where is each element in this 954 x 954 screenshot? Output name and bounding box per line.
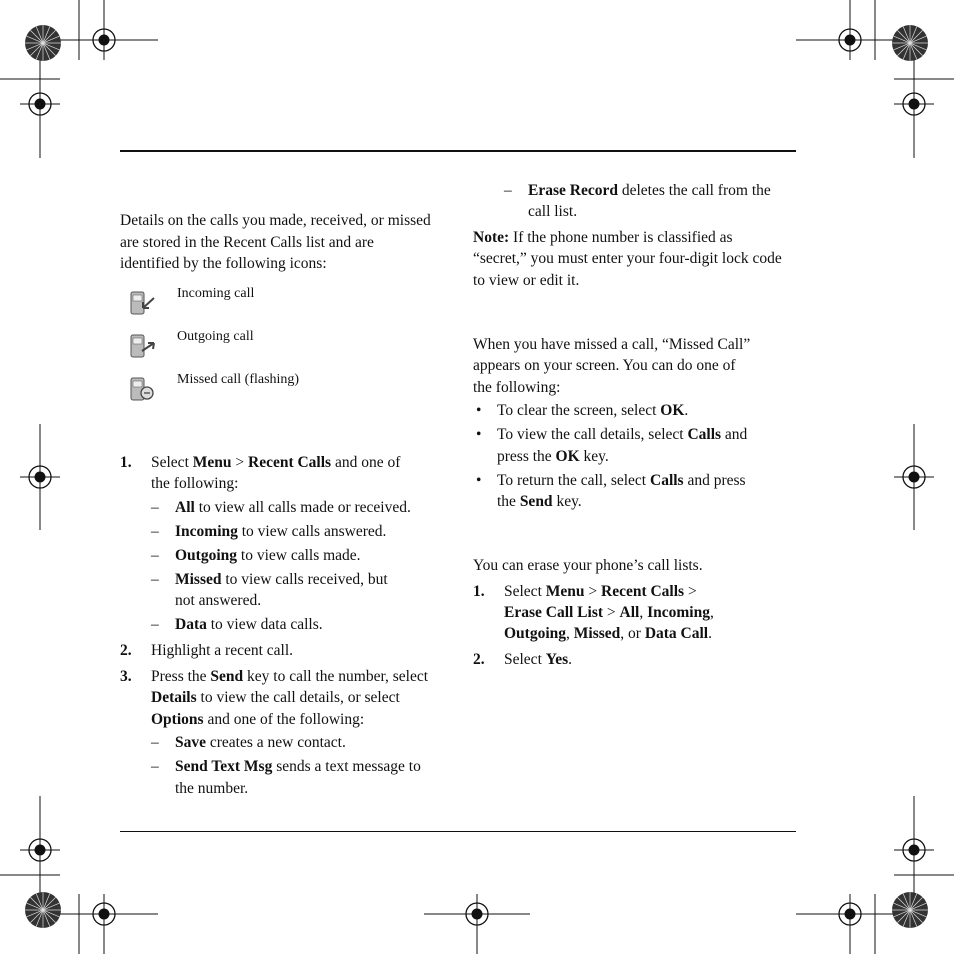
intro-line-1: Details on the calls you made, received, or missed [120, 212, 431, 229]
missed-call-icon [128, 374, 158, 404]
missed-call-label: Missed call (flashing) [177, 372, 300, 387]
intro-line-2: are stored in the Recent Calls list and are [120, 233, 374, 251]
icon-row-missed [128, 374, 408, 408]
incoming-call-label: Incoming call [177, 286, 255, 301]
footer-rule [120, 831, 796, 832]
step-3-number: 3. [120, 668, 132, 685]
option-erase-record: Erase Record deletes the call from the [528, 182, 771, 199]
option-all: All to view all calls made or received. [175, 499, 411, 516]
icon-row-incoming [128, 288, 408, 322]
step-2-number: 2. [120, 642, 132, 659]
option-send-text-msg: Send Text Msg sends a text message to [175, 758, 421, 775]
dash: – [151, 734, 159, 751]
option-data: Data to view data calls. [175, 616, 323, 633]
erase-step-2-text: Select Yes. [504, 651, 573, 668]
step-1-number: 1. [120, 454, 132, 471]
dash: – [151, 499, 159, 516]
note-line-3: to view or edit it. [473, 272, 580, 289]
bullet-view-details-line-2: press the OK key. [497, 448, 609, 465]
incoming-call-icon [128, 288, 158, 318]
step-1-line-1: Select Menu > Recent Calls and one of [151, 454, 401, 471]
outgoing-call-label: Outgoing call [177, 329, 254, 344]
bullet: • [476, 402, 482, 419]
left-column [120, 210, 450, 275]
option-erase-record-line-2: call list. [528, 203, 578, 220]
note-line-1: Note: If the phone number is classified as [473, 229, 733, 246]
erase-intro: You can erase your phone’s call lists. [473, 557, 703, 574]
missed-intro-line-1: When you have missed a call, “Missed Call” [473, 336, 751, 353]
dash: – [151, 616, 159, 633]
dash: – [151, 758, 159, 775]
option-outgoing: Outgoing to view calls made. [175, 547, 361, 564]
dash: – [151, 523, 159, 540]
bullet-view-details: To view the call details, select Calls and [497, 426, 748, 443]
step-3-line-2: Details to view the call details, or select [151, 689, 400, 706]
bullet: • [476, 472, 482, 489]
erase-step-1-line-2: Erase Call List > All, Incoming, [504, 604, 714, 621]
option-incoming: Incoming to view calls answered. [175, 523, 387, 540]
step-3-line-1: Press the Send key to call the number, select [151, 668, 429, 685]
option-save: Save creates a new contact. [175, 734, 346, 751]
dash: – [151, 571, 159, 588]
bullet-return-call-line-2: the Send key. [497, 493, 582, 510]
erase-step-1-number: 1. [473, 583, 485, 600]
option-send-text-msg-line-2: the number. [175, 780, 249, 797]
missed-intro-line-2: appears on your screen. You can do one of [473, 357, 736, 374]
outgoing-call-icon [128, 331, 158, 361]
erase-step-2-number: 2. [473, 651, 485, 668]
bullet-clear-screen: To clear the screen, select OK. [497, 402, 689, 419]
missed-intro-line-3: the following: [473, 379, 561, 396]
dash: – [151, 547, 159, 564]
step-2-text: Highlight a recent call. [151, 642, 294, 659]
note-line-2: “secret,” you must enter your four-digit lock code [473, 250, 782, 267]
step-3-line-3: Options and one of the following: [151, 711, 365, 728]
erase-step-1-line-3: Outgoing, Missed, or Data Call. [504, 625, 712, 642]
intro-line-3: identified by the following icons: [120, 255, 327, 272]
option-missed: Missed to view calls received, but [175, 571, 388, 588]
bullet-return-call: To return the call, select Calls and press [497, 472, 746, 489]
header-rule [120, 150, 796, 152]
icon-row-outgoing [128, 331, 408, 365]
bullet: • [476, 426, 482, 443]
dash: – [504, 182, 512, 199]
step-1-line-2: the following: [151, 475, 239, 492]
erase-step-1-line-1: Select Menu > Recent Calls > [504, 583, 697, 600]
option-missed-line-2: not answered. [175, 592, 262, 609]
